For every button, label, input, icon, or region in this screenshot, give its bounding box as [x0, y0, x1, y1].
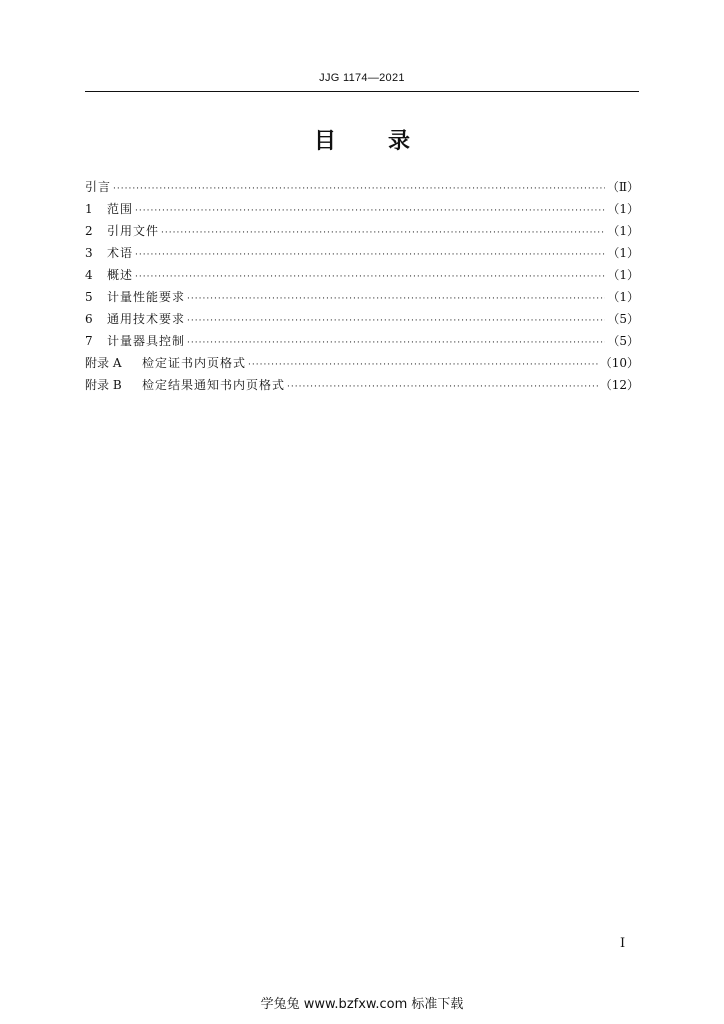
toc-title-part2: 录	[388, 129, 411, 154]
page-number: I	[620, 936, 626, 951]
header-rule	[85, 91, 639, 92]
toc-entry-number: 附录 B	[85, 378, 122, 392]
toc-entry-label: 引用文件	[107, 224, 160, 238]
toc-entry-scope[interactable]	[85, 198, 639, 220]
toc-entry-label: 范围	[107, 202, 134, 216]
toc-entry-terms[interactable]	[85, 242, 639, 264]
toc-entry-label: 计量器具控制	[107, 334, 186, 348]
toc-entry-appendix-a[interactable]	[85, 352, 639, 374]
toc-entry-page: （Ⅱ）	[606, 180, 639, 194]
toc-entry-references[interactable]	[85, 220, 639, 242]
toc-entry-overview[interactable]	[85, 264, 639, 286]
toc-entry-label: 术语	[107, 246, 134, 260]
toc-leader-dots	[187, 332, 605, 354]
toc-entry-label: 通用技术要求	[107, 312, 186, 326]
toc-entry-page: （5）	[607, 334, 639, 348]
toc-title-part1: 目	[313, 129, 336, 154]
toc-leader-dots	[187, 310, 605, 332]
toc-entry-introduction[interactable]	[85, 176, 639, 198]
toc-leader-dots	[187, 288, 605, 310]
toc-entry-page: （1）	[607, 224, 639, 238]
toc-entry-number: 2	[85, 224, 93, 238]
toc-leader-dots	[135, 266, 605, 288]
toc-entry-instrument-control[interactable]	[85, 330, 639, 352]
toc-entry-metrological-requirements[interactable]	[85, 286, 639, 308]
toc-entry-technical-requirements[interactable]	[85, 308, 639, 330]
toc-entry-number: 附录 A	[85, 356, 122, 370]
toc-entry-appendix-b[interactable]	[85, 374, 639, 396]
toc-entry-label: 检定结果通知书内页格式	[142, 378, 286, 392]
toc-entry-label: 引言	[85, 180, 112, 194]
toc-entry-label: 检定证书内页格式	[142, 356, 247, 370]
toc-leader-dots	[135, 200, 605, 222]
toc-leader-dots	[287, 376, 598, 398]
toc-entry-label: 概述	[107, 268, 134, 282]
toc-entry-page: （1）	[607, 202, 639, 216]
toc-entry-page: （5）	[607, 312, 639, 326]
table-of-contents	[85, 176, 639, 396]
toc-entry-number: 4	[85, 268, 93, 282]
toc-entry-page: （1）	[607, 268, 639, 282]
toc-title	[0, 124, 724, 155]
document-code-header: JJG 1174—2021	[319, 72, 405, 84]
toc-leader-dots	[161, 222, 605, 244]
toc-entry-label: 计量性能要求	[107, 290, 186, 304]
toc-leader-dots	[248, 354, 598, 376]
toc-entry-page: （1）	[607, 246, 639, 260]
toc-leader-dots	[113, 178, 605, 200]
toc-entry-number: 1	[85, 202, 93, 216]
toc-entry-number: 3	[85, 246, 93, 260]
toc-entry-page: （1）	[607, 290, 639, 304]
toc-entry-number: 6	[85, 312, 93, 326]
toc-entry-number: 5	[85, 290, 93, 304]
toc-entry-page: （12）	[599, 378, 639, 392]
toc-leader-dots	[135, 244, 605, 266]
toc-entry-number: 7	[85, 334, 93, 348]
watermark-footer: 学兔兔 www.bzfxw.com 标准下载	[260, 997, 464, 1012]
toc-entry-page: （10）	[599, 356, 639, 370]
